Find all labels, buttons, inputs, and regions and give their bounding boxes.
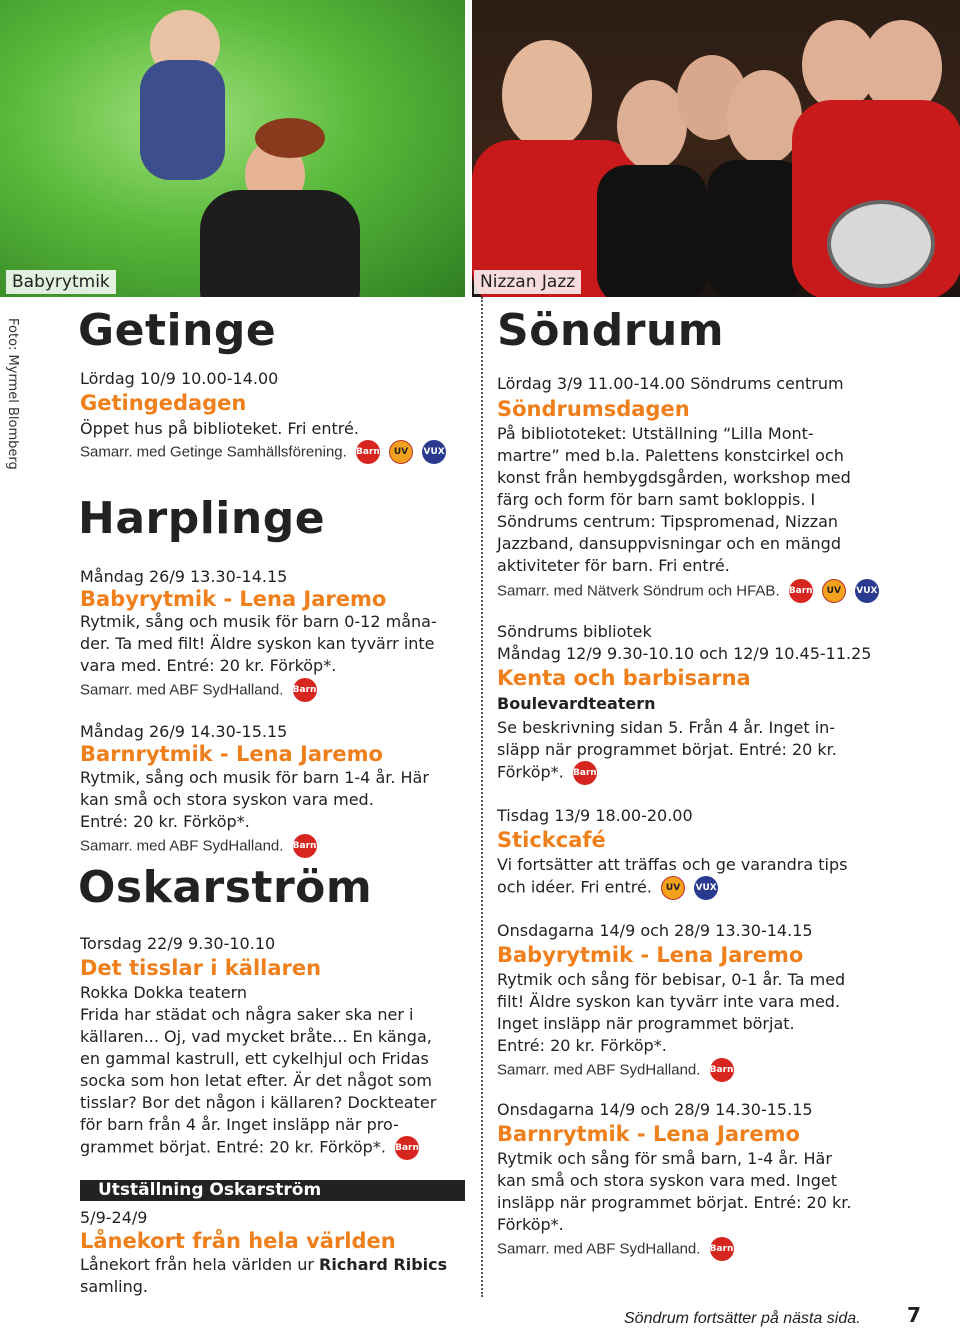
event-text: martre” med b.la. Palettens konstcirkel och	[497, 446, 844, 465]
event-text: samling.	[80, 1277, 148, 1296]
samarr-text: Samarr. med Nätverk Söndrum och HFAB.	[497, 582, 780, 600]
event-title: Babyrytmik - Lena Jaremo	[497, 943, 804, 967]
event-date: Onsdagarna 14/9 och 28/9 13.30-14.15	[497, 921, 813, 940]
event-text: grammet börjat. Entré: 20 kr. Förköp*.	[80, 1137, 386, 1157]
venue-name: Söndrums bibliotek	[497, 622, 652, 641]
event-text: Rokka Dokka teatern	[80, 983, 248, 1002]
event-text: der. Ta med filt! Äldre syskon kan tyvärr inte	[80, 634, 435, 653]
samarr-text: Samarr. med ABF SydHalland.	[80, 837, 284, 855]
barn-badge: Barn	[789, 579, 813, 603]
event-title: Barnrytmik - Lena Jaremo	[497, 1122, 800, 1146]
event-date: Torsdag 22/9 9.30-10.10	[80, 934, 276, 953]
uv-badge: UV	[661, 876, 685, 900]
event-text: Söndrums centrum: Tipspromenad, Nizzan	[497, 512, 839, 531]
banner-utstallning: Utställning Oskarström	[80, 1180, 465, 1201]
event-text: Inget insläpp när programmet börjat.	[497, 1014, 795, 1033]
event-title: Lånekort från hela världen	[80, 1229, 396, 1253]
place-getinge: Getinge	[78, 305, 277, 356]
event-text: en gammal kastrull, ett cykelhjul och Fridas	[80, 1049, 429, 1068]
event-text: Öppet hus på biblioteket. Fri entré.	[80, 419, 359, 438]
event-text: Entré: 20 kr. Förköp*.	[80, 812, 250, 831]
event-text-row	[497, 876, 718, 900]
event-text: Rytmik, sång och musik för barn 1-4 år. Här	[80, 768, 429, 787]
event-text: Rytmik, sång och musik för barn 0-12 måna-	[80, 612, 437, 631]
event-date: Lördag 3/9 11.00-14.00 Söndrums centrum	[497, 374, 844, 393]
photo-caption-babyrytmik: Babyrytmik	[6, 270, 116, 294]
samarr-text: Samarr. med ABF SydHalland.	[80, 681, 284, 699]
photo-credit: Foto: Myrmel Blomberg	[5, 318, 20, 470]
event-text-plain: Lånekort från hela världen ur	[80, 1255, 320, 1274]
event-subtitle: Boulevardteatern	[497, 694, 656, 713]
photo-babyrytmik	[0, 0, 465, 297]
event-title: Det tisslar i källaren	[80, 956, 322, 980]
vux-badge: VUX	[422, 440, 446, 464]
event-text-row	[497, 761, 597, 785]
event-text: insläpp när programmet börjat. Entré: 20 kr.	[497, 1193, 852, 1212]
event-text: släpp när programmet börjat. Entré: 20 kr.	[497, 740, 837, 759]
event-text: Rytmik och sång för små barn, 1-4 år. Här	[497, 1149, 832, 1168]
event-text: På bibliototeket: Utställning “Lilla Mont-	[497, 424, 814, 443]
barn-badge: Barn	[293, 678, 317, 702]
continued-note: Söndrum fortsätter på nästa sida.	[624, 1310, 861, 1327]
event-text: Se beskrivning sidan 5. Från 4 år. Inget in-	[497, 718, 836, 737]
photo-caption-nizzan-jazz: Nizzan Jazz	[474, 270, 581, 294]
event-title: Söndrumsdagen	[497, 397, 690, 421]
samarr-text: Samarr. med Getinge Samhällsförening.	[80, 443, 347, 461]
event-samarr-row	[80, 440, 446, 464]
event-samarr-row	[80, 834, 317, 858]
event-text: vara med. Entré: 20 kr. Förköp*.	[80, 656, 337, 675]
event-samarr-row	[497, 579, 879, 603]
event-text: Jazzband, dansuppvisningar och en mängd	[497, 534, 841, 553]
vux-badge: VUX	[855, 579, 879, 603]
event-text: färg och form för barn samt bokloppis. I	[497, 490, 816, 509]
event-text: kan små och stora syskon vara med. Inget	[497, 1171, 837, 1190]
event-text: Entré: 20 kr. Förköp*.	[497, 1036, 667, 1055]
event-text: aktiviteter för barn. Fri entré.	[497, 556, 730, 575]
event-text: källaren... Oj, vad mycket bråte... En känga,	[80, 1027, 432, 1046]
event-samarr-row	[80, 678, 317, 702]
event-date: Onsdagarna 14/9 och 28/9 14.30-15.15	[497, 1100, 813, 1119]
event-text: Frida har städat och några saker ska ner i	[80, 1005, 414, 1024]
event-text: Vi fortsätter att träffas och ge varandra tips	[497, 855, 848, 874]
event-text: socka som hon letat efter. Är det något som	[80, 1071, 432, 1090]
event-text: kan små och stora syskon vara med.	[80, 790, 374, 809]
barn-badge: Barn	[356, 440, 380, 464]
samarr-text: Samarr. med ABF SydHalland.	[497, 1061, 701, 1079]
event-text: filt! Äldre syskon kan tyvärr inte vara med.	[497, 992, 841, 1011]
barn-badge: Barn	[573, 761, 597, 785]
barn-badge: Barn	[395, 1136, 419, 1160]
event-text: Förköp*.	[497, 1215, 564, 1234]
event-date: Tisdag 13/9 18.00-20.00	[497, 806, 693, 825]
event-text: tisslar? Bor det någon i källaren? Dockteater	[80, 1093, 437, 1112]
uv-badge: UV	[822, 579, 846, 603]
photo-nizzan-jazz	[472, 0, 960, 297]
event-text: Rytmik och sång för bebisar, 0-1 år. Ta med	[497, 970, 846, 989]
barn-badge: Barn	[293, 834, 317, 858]
event-date: Måndag 26/9 13.30-14.15	[80, 567, 288, 586]
event-text: för barn från 4 år. Inget insläpp när pro-	[80, 1115, 399, 1134]
event-title: Kenta och barbisarna	[497, 666, 751, 690]
vux-badge: VUX	[694, 876, 718, 900]
barn-badge: Barn	[710, 1058, 734, 1082]
event-samarr-row	[497, 1237, 734, 1261]
event-title: Babyrytmik - Lena Jaremo	[80, 587, 387, 611]
place-harplinge: Harplinge	[78, 493, 326, 544]
event-text: och idéer. Fri entré.	[497, 877, 652, 897]
event-text: Förköp*.	[497, 762, 564, 782]
samarr-text: Samarr. med ABF SydHalland.	[497, 1240, 701, 1258]
event-samarr-row	[497, 1058, 734, 1082]
event-date: Måndag 12/9 9.30-10.10 och 12/9 10.45-11.25	[497, 644, 872, 663]
column-divider	[481, 297, 483, 1297]
event-title: Getingedagen	[80, 391, 247, 415]
event-date: Måndag 26/9 14.30-15.15	[80, 722, 288, 741]
barn-badge: Barn	[710, 1237, 734, 1261]
event-title: Stickcafé	[497, 828, 606, 852]
event-text-row	[80, 1136, 419, 1160]
event-date: 5/9-24/9	[80, 1208, 148, 1227]
place-sondrum: Söndrum	[497, 305, 725, 356]
event-text-bold: Richard Ribics	[319, 1255, 448, 1274]
event-date: Lördag 10/9 10.00-14.00	[80, 369, 279, 388]
uv-badge: UV	[389, 440, 413, 464]
event-text: konst från hembygdsgården, workshop med	[497, 468, 851, 487]
event-title: Barnrytmik - Lena Jaremo	[80, 742, 383, 766]
event-text	[80, 1254, 447, 1276]
page-number: 7	[907, 1303, 921, 1327]
place-oskarstrom: Oskarström	[78, 862, 373, 913]
